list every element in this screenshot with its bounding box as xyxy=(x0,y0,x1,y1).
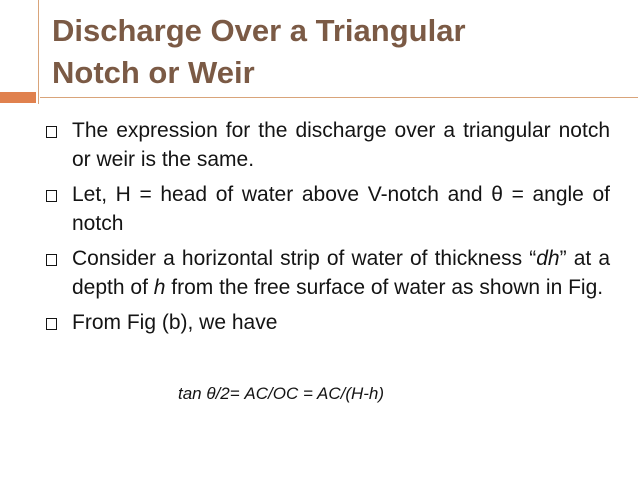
accent-bar xyxy=(0,92,36,103)
bullet-text-part: ” at a depth of xyxy=(72,247,610,299)
bullet-item-expression xyxy=(44,116,610,174)
vertical-divider xyxy=(38,0,39,104)
bullet-text: From Fig (b), we have xyxy=(72,311,278,334)
slide-title xyxy=(52,10,466,94)
bullet-text-part: Consider a horizontal strip of water of thickness “ xyxy=(72,247,537,270)
square-box-icon xyxy=(46,318,57,330)
square-box-icon xyxy=(46,254,57,266)
square-box-icon xyxy=(46,190,57,202)
horizontal-divider xyxy=(40,97,638,98)
bullet-italic-dh: dh xyxy=(536,247,560,270)
bullet-text-part: from the free surface of water as shown in Fig. xyxy=(165,276,604,299)
equation: tan θ/2= AC/OC = AC/(H-h) xyxy=(178,384,385,403)
bullet-item-head xyxy=(44,180,610,238)
bullet-text: Let, H = head of water above V-notch and θ = angle of notch xyxy=(72,183,610,235)
bullet-item-strip xyxy=(44,244,610,302)
bullet-text: The expression for the discharge over a triangular notch or weir is the same. xyxy=(72,119,610,171)
square-box-icon xyxy=(46,126,57,138)
title-line-1: Discharge Over a Triangular xyxy=(52,13,466,48)
bullet-item-fig xyxy=(44,308,610,337)
title-line-2: Notch or Weir xyxy=(52,55,255,90)
bullet-italic-h: h xyxy=(153,276,166,299)
bullet-list xyxy=(44,116,610,343)
